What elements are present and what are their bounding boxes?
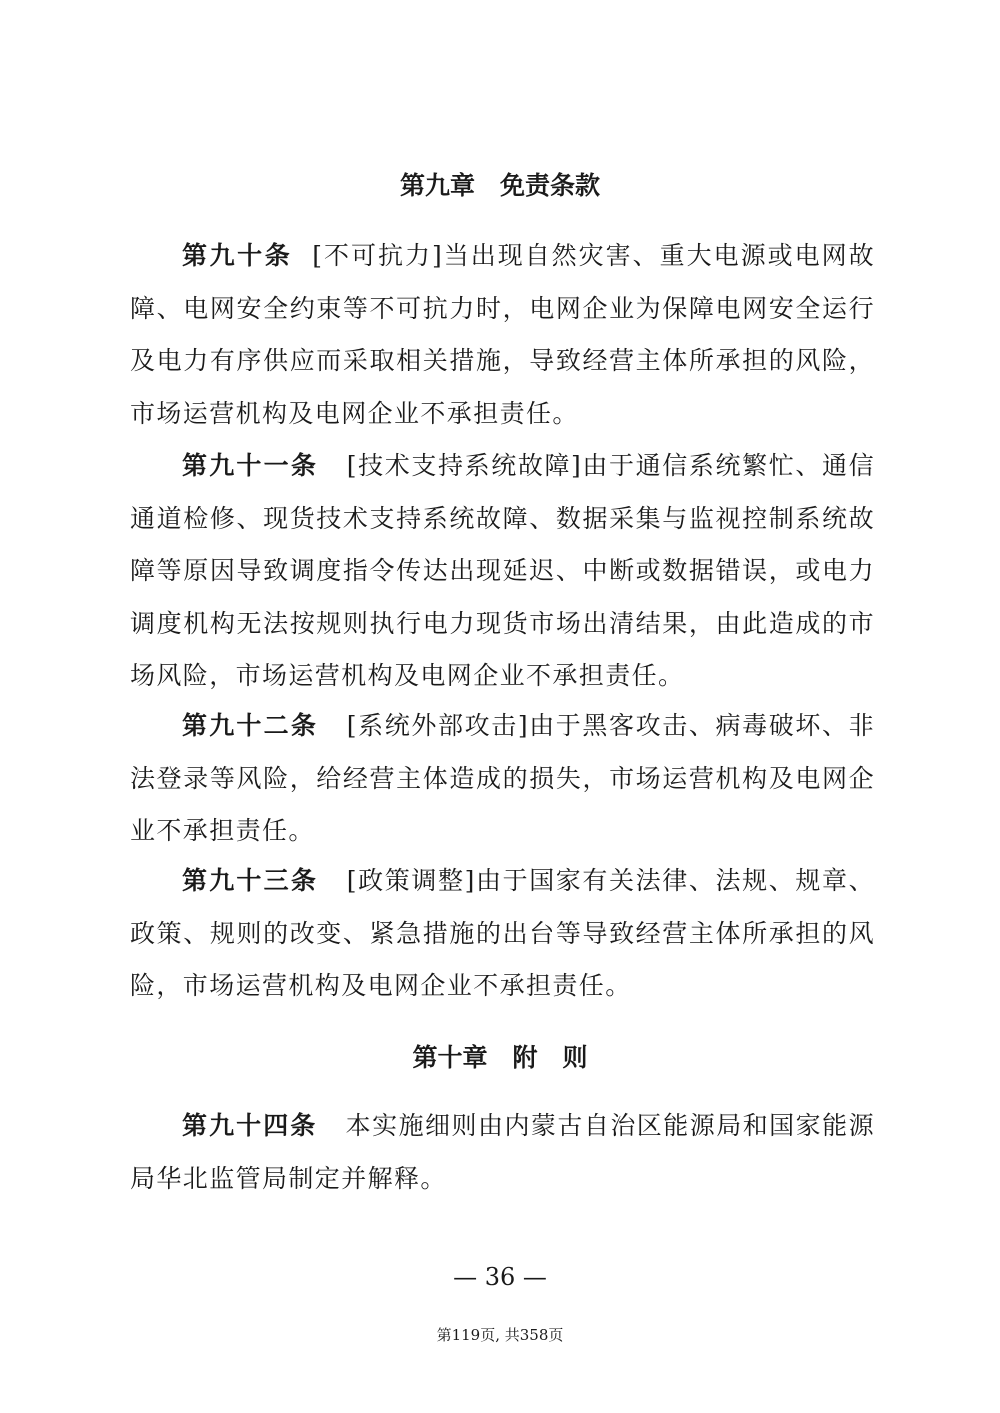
article-93-text: [政策调整]由于国家有关法律、法规、规章、政策、规则的改变、紧急措施的出台等导致经营主体所承担的风险，市场运营机构及电网企业不承担责任。 [130, 866, 875, 1000]
page-footer: 第119页, 共358页 [436, 1326, 564, 1344]
article-92-text: [系统外部攻击]由于黑客攻击、病毒破坏、非法登录等风险，给经营主体造成的损失，市场运营机构及电网企业不承担责任。 [130, 711, 875, 845]
article-90-number: 第九十条 [182, 241, 293, 270]
article-90 [130, 230, 875, 440]
article-90-text: [不可抗力]当出现自然灾害、重大电源或电网故障、电网安全约束等不可抗力时，电网企业为保障电网安全运行及电力有序供应而采取相关措施，导致经营主体所承担的风险，市场运营机构及电网企业不承担责任。 [130, 241, 875, 428]
article-92-number: 第九十二条 [182, 711, 319, 740]
article-92 [130, 700, 875, 858]
article-91 [130, 440, 875, 703]
article-91-text: [技术支持系统故障]由于通信系统繁忙、通信通道检修、现货技术支持系统故障、数据采集与监视控制系统故障等原因导致调度指令传达出现延迟、中断或数据错误，或电力调度机构无法按规则执行电力现货市场出清结果，由此造成的市场风险，市场运营机构及电网企业不承担责任。 [130, 451, 875, 690]
article-94-number: 第九十四条 [182, 1111, 318, 1140]
chapter-10-title: 第十章 附 则 [412, 1043, 588, 1072]
article-94 [130, 1100, 875, 1205]
article-93-number: 第九十三条 [182, 866, 319, 895]
page-number: — 36 — [453, 1263, 547, 1291]
article-91-number: 第九十一条 [182, 451, 319, 480]
article-94-text: 本实施细则由内蒙古自治区能源局和国家能源局华北监管局制定并解释。 [130, 1111, 875, 1193]
article-93 [130, 855, 875, 1013]
chapter-9-title: 第九章 免责条款 [399, 171, 600, 200]
